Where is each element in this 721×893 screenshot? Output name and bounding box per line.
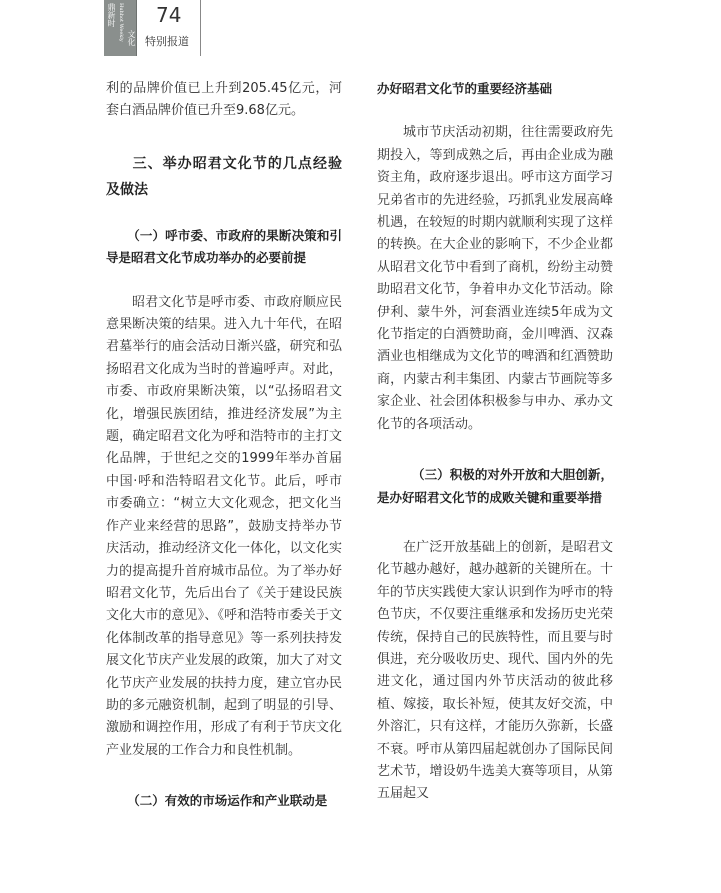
body-paragraph-1: 昭君文化节是呼市委、市政府顺应民意果断决策的结果。进入九十年代，在昭君墓举行的庙会活动日渐兴盛，研究和弘扬昭君文化成为当时的普遍呼声。对此，市委、市政府果断决策，以“弘扬昭君文化，增强民族团结，推进经济发展”为主题，确定昭君文化为呼和浩特市的主打文化品牌，于世纪之交的1999年举办首届中国·呼和浩特昭君文化节。此后，呼市市委确立：“树立大文化观念，把文化当作产业来经营的思路”，鼓励支持举办节庆活动，推动经济文化一体化，以文化实力的提高提升首府城市品位。为了举办好昭君文化节，先后出台了《关于建设民族文化大市的意见》、《呼和浩特市委关于文化体制改革的指导意见》等一系列扶持发展文化节庆产业发展的政策，加大了对文化节庆产业发展的扶持力度，建立官办民助的多元融资机制，起到了明显的引导、激励和调控作用，形成了有利于节庆文化产业发展的工作合力和良性机制。 [106, 294, 342, 758]
section-heading: 三、举办昭君文化节的几点经验及做法 [106, 155, 342, 198]
column-tab [104, 0, 137, 56]
tab-column-label: 文化 [127, 30, 136, 46]
right-column [377, 78, 613, 806]
page-number: 74 [156, 3, 182, 27]
tab-brand-text: 鼎新时 [107, 3, 116, 27]
continued-paragraph: 利的品牌价值已上升到205.45亿元，河套白酒品牌价值已升至9.68亿元。 [106, 81, 342, 119]
body-paragraph-2: 城市节庆活动初期，往往需要政府先期投入，等到成熟之后，再由企业成为融资主角，政府逐步退出。呼市这方面学习兄弟省市的先进经验，巧抓乳业发展高峰机遇，在较短的时期内就顺利实现了这样的转换。在大企业的影响下，不少企业都从昭君文化节中看到了商机，纷纷主动赞助昭君文化节，争着申办文化节活动。除伊利、蒙牛外，河套酒业连续5年成为文化节指定的白酒赞助商，金川啤酒、汉森酒业也相继成为文化节的啤酒和红酒赞助商，内蒙古利丰集团、内蒙古节画院等多家企业、社会团体积极参与申办、承办文化节的各项活动。 [377, 125, 613, 432]
section-label: 特别报道 [145, 35, 189, 48]
header-divider [200, 0, 201, 56]
subheading-3: （三）积极的对外开放和大胆创新，是办好昭君文化节的成败关键和重要举措 [377, 467, 613, 505]
subheading-2-continued: 办好昭君文化节的重要经济基础 [377, 81, 553, 96]
tab-latin-text: Huhhot Weekly [118, 3, 124, 42]
left-column [106, 78, 342, 813]
subheading-2: （二）有效的市场运作和产业联动是 [127, 793, 328, 809]
subheading-1: （一）呼市委、市政府的果断决策和引导是昭君文化节成功举办的必要前提 [106, 227, 342, 266]
body-paragraph-3: 在广泛开放基础上的创新，是昭君文化节越办越好，越办越新的关键所在。十年的节庆实践使大家认识到作为呼市的特色节庆，不仅要注重继承和发扬历史光荣传统，保持自己的民族特性，而且要与时俱进，充分吸收历史、现代、国内外的先进文化，通过国内外节庆活动的彼此移植、嫁接，取长补短，使其友好交流，中外溶汇，只有这样，才能历久弥新，长盛不衰。呼市从第四届起就创办了国际民间艺术节，增设奶牛选美大赛等项目，从第五届起又 [377, 539, 613, 802]
